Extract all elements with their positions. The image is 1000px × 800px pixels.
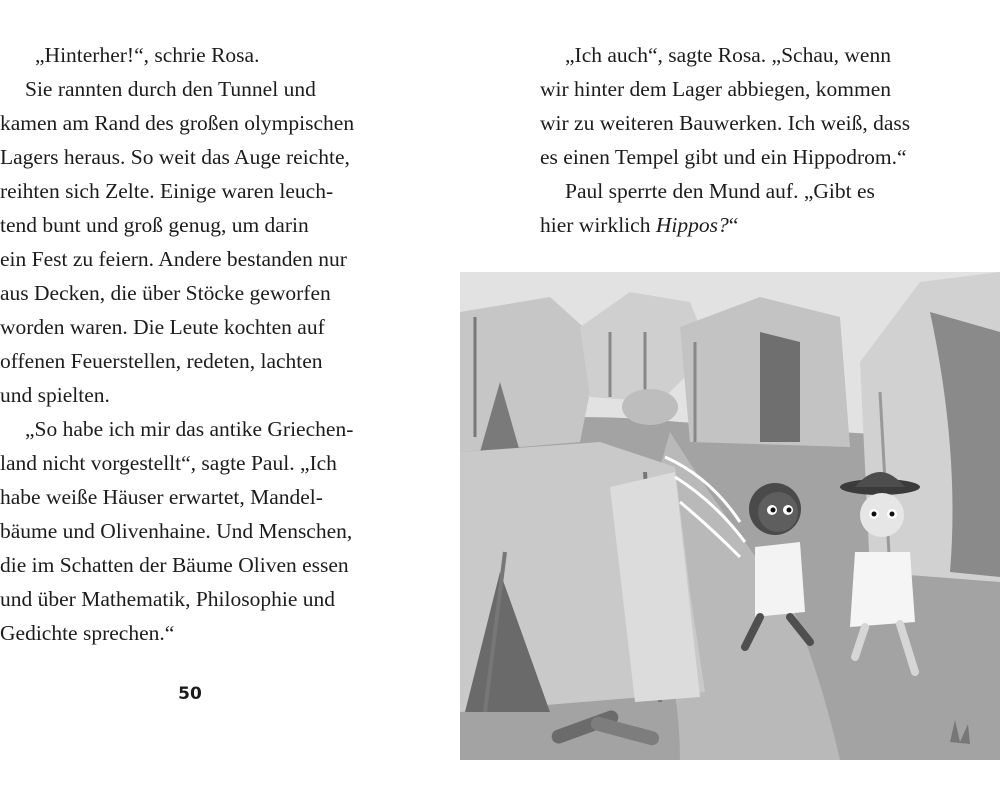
text-line: „Ich auch“, sagte Rosa. „Schau, wenn bbox=[565, 43, 891, 67]
text-line: worden waren. Die Leute kochten auf bbox=[0, 315, 325, 339]
text-line: habe weiße Häuser erwartet, Mandel- bbox=[0, 485, 323, 509]
text-line: aus Decken, die über Stöcke geworfen bbox=[0, 281, 331, 305]
text-fragment: hier wirklich bbox=[540, 213, 656, 237]
text-line: und spielten. bbox=[0, 383, 110, 407]
text-line: „So habe ich mir das antike Griechen- bbox=[25, 417, 354, 441]
text-line: die im Schatten der Bäume Oliven essen bbox=[0, 553, 349, 577]
tent-front-left bbox=[460, 442, 705, 712]
text-line: reihten sich Zelte. Einige waren leuch- bbox=[0, 179, 334, 203]
italic-word-hippos: Hippos? bbox=[655, 213, 729, 237]
text-line: wir zu weiteren Bauwerken. Ich weiß, dass bbox=[540, 111, 911, 135]
camp-tents-children-running-illustration bbox=[460, 272, 1000, 760]
text-line: kamen am Rand des großen olympischen bbox=[0, 111, 355, 135]
text-line: Lagers heraus. So weit das Auge reichte, bbox=[0, 145, 350, 169]
text-line: tend bunt und groß genug, um darin bbox=[0, 213, 309, 237]
text-line: offenen Feuerstellen, redeten, lachten bbox=[0, 349, 323, 373]
text-fragment: “ bbox=[728, 213, 739, 237]
text-line: „Hinterher!“, schrie Rosa. bbox=[35, 43, 260, 67]
text-line: es einen Tempel gibt und ein Hippodrom.“ bbox=[540, 145, 907, 169]
text-line: wir hinter dem Lager abbiegen, kommen bbox=[540, 77, 892, 101]
text-line: bäume und Olivenhaine. Und Menschen, bbox=[0, 519, 353, 543]
tent-back-right bbox=[680, 297, 850, 447]
text-line: Gedichte sprechen.“ bbox=[0, 621, 175, 645]
text-line: und über Mathematik, Philosophie und bbox=[0, 587, 336, 611]
text-line: ein Fest zu feiern. Andere bestanden nur bbox=[0, 247, 347, 271]
page-number: 50 bbox=[178, 684, 202, 704]
text-line: Sie rannten durch den Tunnel und bbox=[25, 77, 316, 101]
text-line-italic-hippos bbox=[540, 208, 738, 242]
text-line: Paul sperrte den Mund auf. „Gibt es bbox=[565, 179, 875, 203]
text-line: land nicht vorgestellt“, sagte Paul. „Ich bbox=[0, 451, 337, 475]
